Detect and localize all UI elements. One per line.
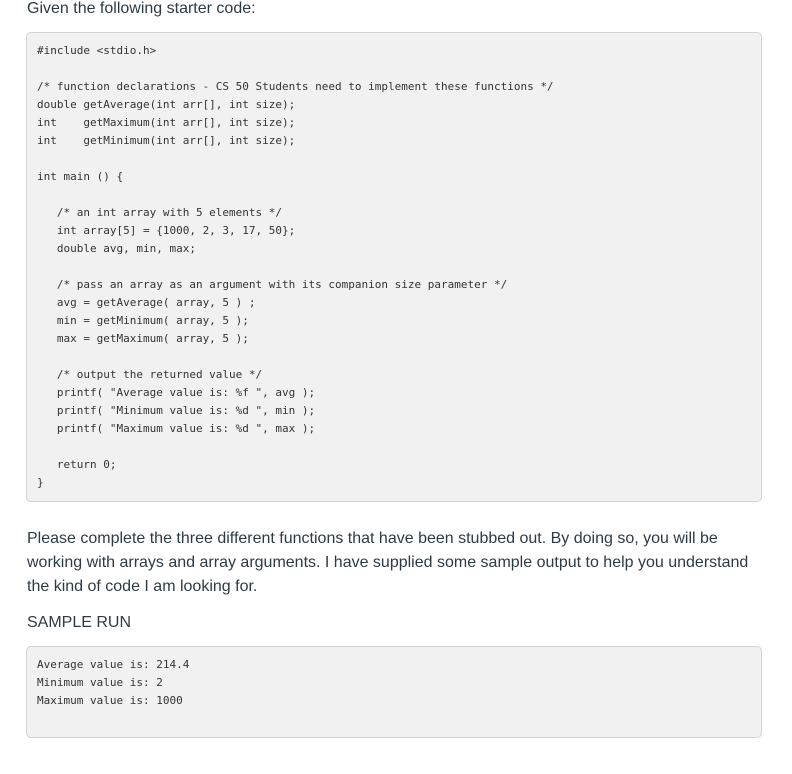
- code-line: /* pass an array as an argument with its companion size parameter */: [37, 278, 508, 291]
- code-line: min = getMinimum( array, 5 );: [37, 314, 249, 327]
- code-line: /* an int array with 5 elements */: [37, 206, 283, 219]
- code-line: [37, 348, 751, 366]
- code-line: printf( "Maximum value is: %d ", max );: [37, 422, 316, 435]
- code-line: printf( "Minimum value is: %d ", min );: [37, 404, 316, 417]
- code-line: double avg, min, max;: [37, 242, 196, 255]
- code-line: [37, 60, 751, 78]
- output-line: Minimum value is: 2: [37, 676, 163, 689]
- code-line: [37, 258, 751, 276]
- code-line: [37, 438, 751, 456]
- output-line: Maximum value is: 1000: [37, 694, 183, 707]
- output-line: Average value is: 214.4: [37, 658, 190, 671]
- starter-code-block: [26, 32, 762, 502]
- code-line: [37, 186, 751, 204]
- intro-text: Given the following starter code:: [27, 0, 256, 17]
- sample-run-heading: SAMPLE RUN: [27, 614, 132, 631]
- code-line: int main () {: [37, 170, 124, 183]
- code-line: /* function declarations - CS 50 Students need to implement these functions */: [37, 80, 554, 93]
- code-line: [37, 150, 751, 168]
- code-line: int array[5] = {1000, 2, 3, 17, 50};: [37, 224, 296, 237]
- code-line: /* output the returned value */: [37, 368, 263, 381]
- code-line: return 0;: [37, 458, 117, 471]
- instructions-text: Please complete the three different functions that have been stubbed out. By doing so, you will be working with arrays and array arguments. I have supplied some sample output to help you understand the kind of code I am looking for.: [27, 530, 749, 595]
- sample-output-block: [26, 646, 762, 738]
- code-line: double getAverage(int arr[], int size);: [37, 98, 296, 111]
- code-line: int getMinimum(int arr[], int size);: [37, 134, 296, 147]
- code-line: avg = getAverage( array, 5 ) ;: [37, 296, 256, 309]
- code-line: max = getMaximum( array, 5 );: [37, 332, 249, 345]
- code-line: }: [37, 476, 44, 489]
- code-line: printf( "Average value is: %f ", avg );: [37, 386, 316, 399]
- code-line: int getMaximum(int arr[], int size);: [37, 116, 296, 129]
- code-line: #include <stdio.h>: [37, 44, 157, 57]
